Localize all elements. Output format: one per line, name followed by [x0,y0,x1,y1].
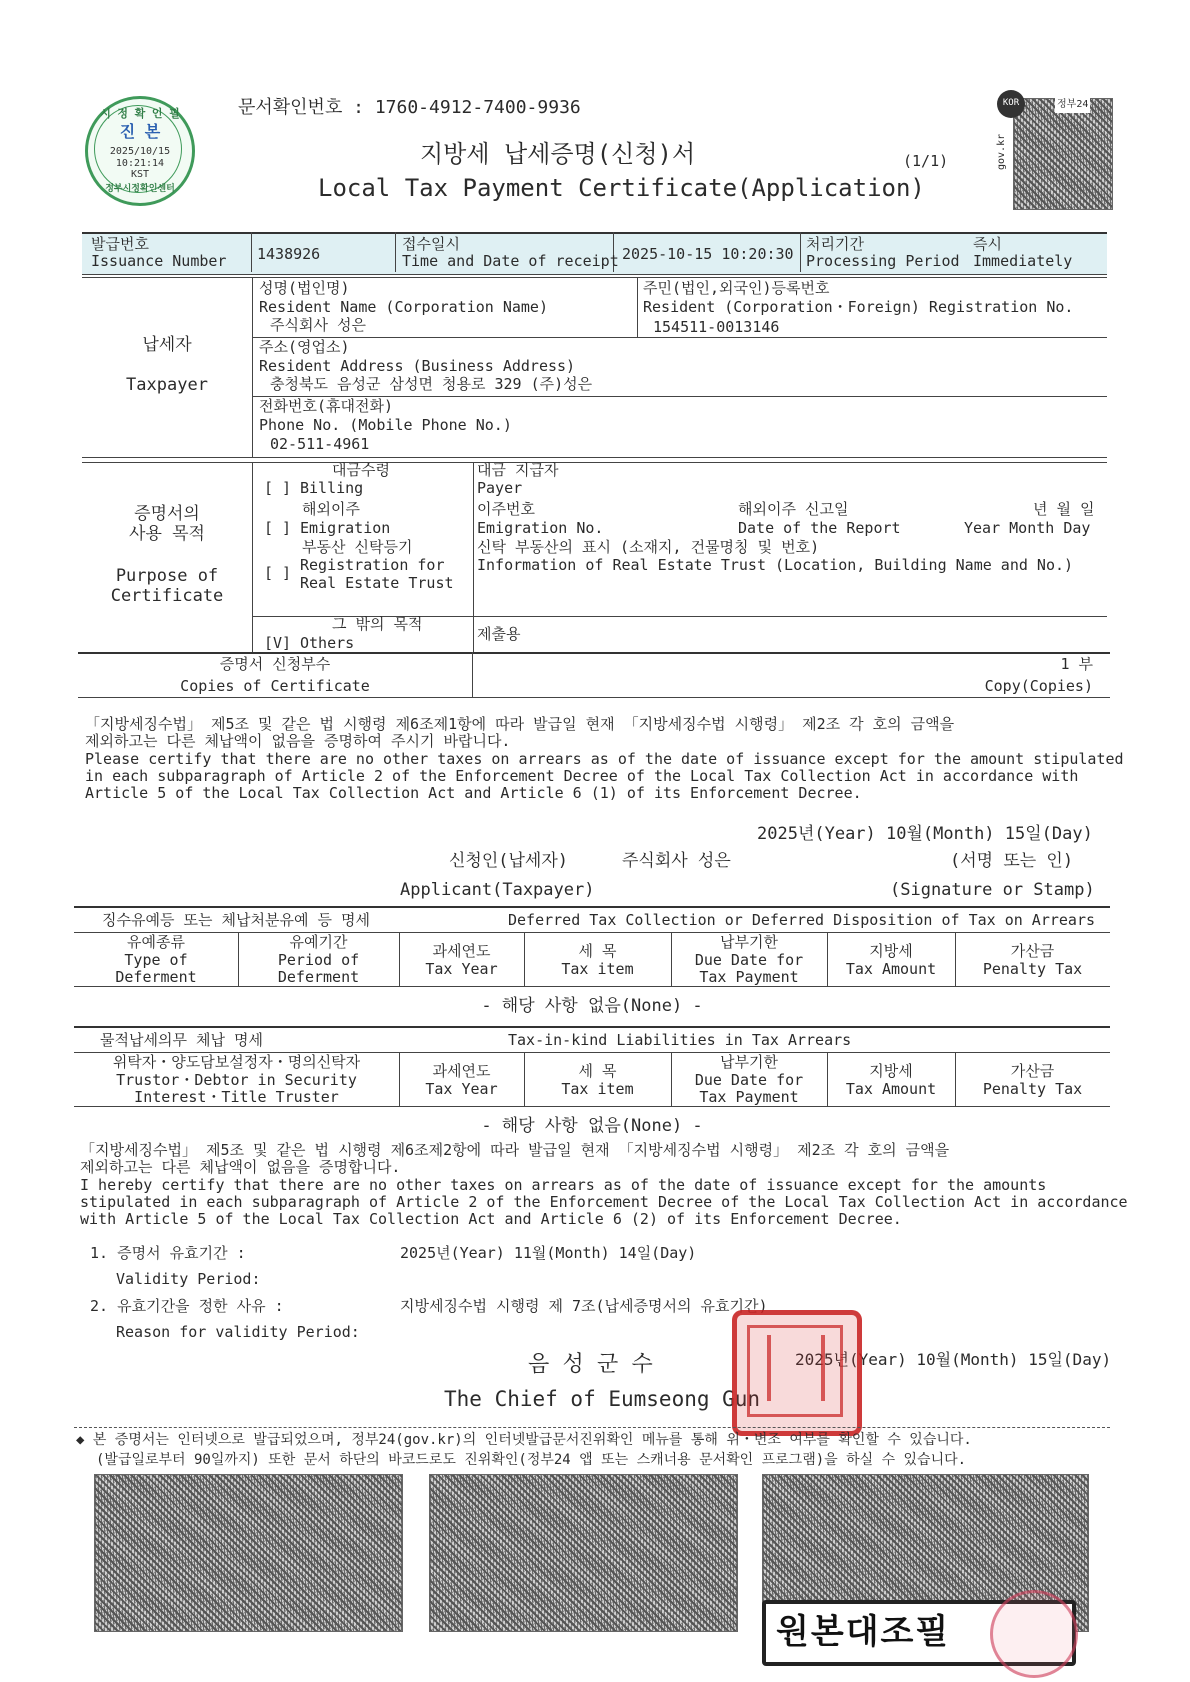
deferred-col-type-en2: Deferment [115,968,197,986]
issuance-number-label-ko: 발급번호 [91,235,149,253]
title-ko: 지방세 납세증명(신청)서 [420,140,696,168]
validity-item2-ko: 2. 유효기간을 정한 사유 : [90,1297,284,1315]
inkind-col-due-ko: 납부기한 [720,1053,778,1071]
issuance-number-label-en: Issuance Number [91,252,227,270]
kor-badge [997,90,1025,118]
issuer-name-ko: 음 성 군 수 [528,1352,653,1377]
validity-item2-value: 지방세징수법 시행령 제 7조(납세증명서의 유효기간) [400,1297,768,1315]
statement1-en-2: in each subparagraph of Article 2 of the Enforcement Decree of the Local Tax Collection Act in accordance with [85,767,1079,785]
reg-label-ko: 주민(법인,외국인)등록번호 [643,279,830,297]
deferred-col-amount-en: Tax Amount [845,960,937,978]
purpose-label-ko-1: 증명서의 [134,504,200,524]
deferred-title-ko: 징수유예등 또는 체납처분유예 등 명세 [102,911,370,929]
inkind-col-due-en1: Due Date for [694,1071,804,1089]
copies-unit: Copy(Copies) [984,677,1093,695]
page-indicator: (1/1) [903,152,949,170]
issuer-date: 2025년(Year) 10월(Month) 15일(Day) [795,1350,1112,1369]
gov24-qr-code [1013,98,1113,210]
emigration-label-en: Emigration [300,519,391,537]
emigration-no-en: Emigration No. [477,519,604,537]
stamp-tz: KST [130,169,150,180]
deferred-title-en: Deferred Tax Collection or Deferred Disposition of Tax on Arrears [508,911,1095,929]
inkind-col-penalty-en: Penalty Tax [982,1080,1083,1098]
others-value: 제출용 [477,625,521,643]
billing-label-ko: 대금수령 [332,461,390,479]
emigration-date-en: Date of the Report [738,519,901,537]
copies-label-en: Copies of Certificate [180,677,370,695]
deferred-col-type-en1: Type of [124,951,188,969]
emigration-date-ko: 해외이주 신고일 [738,500,849,518]
stamp-date: 2025/10/15 [109,146,171,157]
inkind-col-amount-en: Tax Amount [845,1080,937,1098]
deferred-col-due-en1: Due Date for [694,951,804,969]
inkind-col-due-en2: Tax Payment [699,1088,799,1106]
deferred-col-period-en2: Deferment [277,968,360,986]
validity-item1-en: Validity Period: [116,1270,261,1288]
footer-note-2: (발급일로부터 90일까지) 또한 문서 하단의 바코드로도 진위확인(정부24 앱 또는 스캐너용 문서확인 프로그램)을 하실 수 있습니다. [96,1452,967,1468]
deferred-col-due-en2: Tax Payment [699,968,799,986]
deferred-col-year-en: Tax Year [425,960,498,978]
original-copy-stamp-text: 원본대조필 [776,1612,951,1652]
trust-label-en-1: Registration for [300,556,445,574]
inkind-col-year-ko: 과세연도 [432,1062,491,1080]
ymd-ko: 년 월 일 [1033,500,1095,518]
receipt-label-en: Time and Date of receipt [402,252,619,270]
taxpayer-address: 충청북도 음성군 삼성면 청용로 329 (주)성은 [270,375,593,393]
processing-period-en: Immediately [973,252,1073,270]
registration-number: 154511-0013146 [653,318,780,336]
receipt-datetime: 2025-10-15 10:20:30 [622,245,794,263]
stamp-center-text: 진 본 [119,122,161,141]
validity-item1-value: 2025년(Year) 11월(Month) 14일(Day) [400,1244,697,1262]
inkind-col-trustor-ko: 위탁자・양도담보설정자・명의신탁자 [112,1053,361,1071]
taxpayer-name: 주식회사 성은 [270,316,366,334]
trust-label-ko: 부동산 신탁등기 [302,538,413,556]
inkind-col-trustor-en2: Interest・Title Truster [134,1088,339,1106]
stamp-top-text: 시 정 확 인 필 [100,107,180,120]
receipt-label-ko: 접수일시 [402,235,460,253]
payer-label-ko: 대금 지급자 [477,461,559,479]
phone-label-ko: 전화번호(휴대전화) [259,397,393,415]
trust-checkbox[interactable]: [ ] [264,564,292,582]
inkind-title-ko: 물적납세의무 체납 명세 [100,1031,263,1049]
taxpayer-label-ko: 납세자 [142,335,192,355]
reg-label-en: Resident (Corporation・Foreign) Registration No. [643,298,1074,316]
stamp-bottom-text: 정부시정확인센터 [105,184,175,194]
payer-label-en: Payer [477,479,523,497]
taxpayer-label-en: Taxpayer [126,375,208,395]
purpose-label-ko-2: 사용 목적 [129,524,205,544]
inkind-col-year-en: Tax Year [425,1080,498,1098]
copies-label-ko: 증명서 신청부수 [219,655,331,673]
inkind-col-penalty-ko: 가산금 [1010,1062,1055,1080]
applicant-name: 주식회사 성은 [622,851,731,871]
phone-label-en: Phone No. (Mobile Phone No.) [259,416,512,434]
statement1-en-3: Article 5 of the Local Tax Collection Act and Article 6 (1) of its Enforcement Decree. [85,784,862,802]
validity-item1-ko: 1. 증명서 유효기간 : [90,1244,246,1262]
processing-label-ko: 처리기간 [806,235,864,253]
stamp-time: 10:21:14 [115,158,165,169]
verification-barcode-2 [429,1474,738,1632]
statement2-ko-2: 제외하고는 다른 체납액이 없음을 증명합니다. [80,1158,401,1176]
trust-label-en-2: Real Estate Trust [300,574,454,592]
applicant-label-ko: 신청인(납세자) [449,851,569,871]
copies-count: 1 부 [1060,655,1093,673]
deferred-col-item-ko: 세 목 [578,942,617,960]
applicant-label-en: Applicant(Taxpayer) [400,880,595,900]
emigration-checkbox[interactable]: [ ] [264,519,292,537]
inkind-title-en: Tax-in-kind Liabilities in Tax Arrears [508,1031,852,1049]
deferred-none: - 해당 사항 없음(None) - [481,996,703,1016]
purpose-label-en-2: Certificate [110,586,224,606]
billing-checkbox[interactable]: [ ] [264,479,292,497]
deferred-col-penalty-en: Penalty Tax [982,960,1083,978]
others-label-en: Others [300,634,355,652]
verification-barcode-1 [94,1474,403,1632]
issuance-number: 1438926 [257,245,321,263]
emigration-label-ko: 해외이주 [302,500,360,518]
addr-label-ko: 주소(영업소) [259,338,350,356]
statement2-en-3: with Article 5 of the Local Tax Collection Act and Article 6 (2) of its Enforcement Decree. [80,1210,902,1228]
purpose-label-en-1: Purpose of [115,566,219,586]
deferred-col-item-en: Tax item [561,960,634,978]
statement1-ko-2: 제외하고는 다른 체납액이 없음을 증명하여 주시기 바랍니다. [85,732,511,750]
inkind-col-item-ko: 세 목 [578,1062,617,1080]
processing-period-ko: 즉시 [973,235,1002,253]
deferred-col-type-ko: 유예종류 [127,933,185,951]
trust-info-en: Information of Real Estate Trust (Location, Building Name and No.) [477,556,1074,574]
signature-label-en: (Signature or Stamp) [890,880,1095,900]
statement1-ko-1: 「지방세징수법」 제5조 및 같은 법 시행령 제6조제1항에 따라 발급일 현재 「지방세징수법 시행령」 제2조 각 호의 금액을 [85,715,955,733]
processing-label-en: Processing Period [806,252,960,270]
title-en: Local Tax Payment Certificate(Application) [318,174,925,202]
trust-info-ko: 신탁 부동산의 표시 (소재지, 건물명칭 및 번호) [477,538,820,556]
application-date: 2025년(Year) 10월(Month) 15일(Day) [757,824,1093,844]
deferred-col-due-ko: 납부기한 [720,933,778,951]
others-label-ko: 그 밖의 목적 [332,615,423,633]
gov24-domain: gov.kr [996,133,1007,170]
inkind-col-amount-ko: 지방세 [869,1062,913,1080]
deferred-col-period-en1: Period of [277,951,360,969]
inkind-none: - 해당 사항 없음(None) - [481,1116,703,1136]
deferred-col-period-ko: 유예기간 [289,933,348,951]
kor-badge-text: KOR [1002,98,1020,108]
taxpayer-phone: 02-511-4961 [270,435,370,453]
addr-label-en: Resident Address (Business Address) [259,357,576,375]
official-seal [732,1310,862,1436]
statement1-en-1: Please certify that there are no other taxes on arrears as of the date of issuance except for the amount stipulated [85,750,1124,768]
original-stamp-seal [990,1590,1078,1678]
inkind-col-trustor-en1: Trustor・Debtor in Security [116,1071,357,1089]
emigration-no-ko: 이주번호 [477,500,535,518]
validity-item2-en: Reason for validity Period: [116,1323,360,1341]
signature-label-ko: (서명 또는 인) [950,851,1074,871]
doc-confirm-number: 문서확인번호 : 1760-4912-7400-9936 [238,97,581,118]
statement2-en-1: I hereby certify that there are no other taxes on arrears as of the date of issuance except for the amounts [80,1176,1047,1194]
issuer-name-en: The Chief of Eumseong Gun [444,1387,761,1411]
ymd-en: Year Month Day [964,519,1091,537]
statement2-ko-1: 「지방세징수법」 제5조 및 같은 법 시행령 제6조제2항에 따라 발급일 현재 「지방세징수법 시행령」 제2조 각 호의 금액을 [80,1141,950,1159]
deferred-col-year-ko: 과세연도 [432,942,491,960]
others-checkbox[interactable]: [V] [264,634,292,652]
name-label-en: Resident Name (Corporation Name) [259,298,548,316]
authenticity-stamp [85,96,195,206]
deferred-col-amount-ko: 지방세 [869,942,913,960]
name-label-ko: 성명(법인명) [259,279,350,297]
inkind-col-item-en: Tax item [561,1080,634,1098]
statement2-en-2: stipulated in each subparagraph of Article 2 of the Enforcement Decree of the Local Tax Collection Act in accordance [80,1193,1128,1211]
footer-note-1: ◆ 본 증명서는 인터넷으로 발급되었으며, 정부24(gov.kr)의 인터넷발급문서진위확인 메뉴를 통해 위・변조 여부를 확인할 수 있습니다. [76,1432,972,1448]
gov24-label: 정부24 [1055,96,1090,113]
billing-label-en: Billing [300,479,364,497]
deferred-col-penalty-ko: 가산금 [1010,942,1055,960]
